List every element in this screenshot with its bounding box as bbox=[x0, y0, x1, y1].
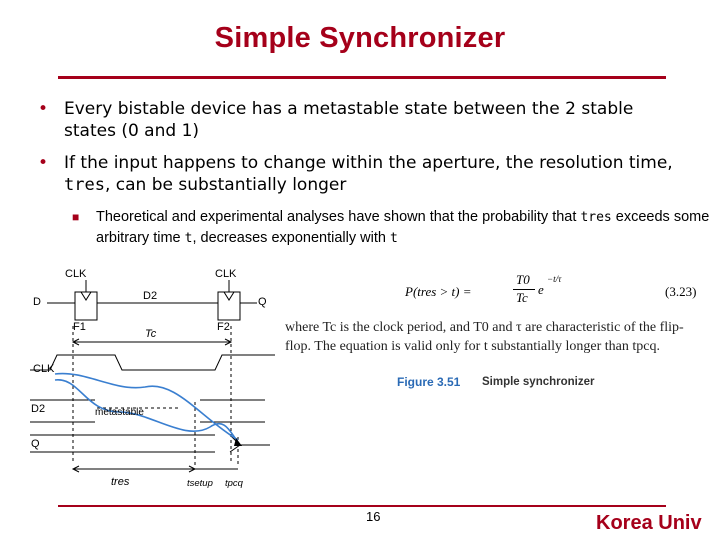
tc-label: Tc bbox=[145, 328, 157, 340]
d-label: D bbox=[33, 296, 41, 308]
paragraph-line-2: flop. The equation is valid only for t substantially longer than tpcq. bbox=[285, 339, 660, 354]
sub-code-tres: tres bbox=[580, 210, 612, 225]
d2-signal-label: D2 bbox=[31, 403, 46, 415]
bullet-text-pre: If the input happens to change within the aperture, the resolution time, bbox=[64, 153, 673, 173]
equation-paragraph bbox=[285, 318, 715, 356]
tsetup-label: tsetup bbox=[187, 478, 213, 489]
sub-bullet bbox=[70, 207, 716, 249]
timing-diagram bbox=[25, 262, 720, 497]
sub-code-t: t bbox=[184, 231, 193, 246]
figure-caption-number: Figure 3.51 bbox=[397, 375, 461, 389]
bullet-dot-icon: • bbox=[38, 153, 49, 173]
slide-title: Simple Synchronizer bbox=[214, 22, 506, 54]
sub-text-mid2: , decreases exponentially with bbox=[192, 230, 390, 246]
bullet-item-1 bbox=[38, 98, 678, 142]
figure-caption-text: Simple synchronizer bbox=[482, 376, 595, 388]
clk-label-2: CLK bbox=[215, 268, 237, 280]
brand-logo-text: Korea Univ bbox=[596, 512, 702, 534]
synchronizer-figure bbox=[25, 262, 720, 492]
bullet-list bbox=[38, 98, 678, 206]
tres-label: tres bbox=[111, 476, 130, 488]
sub-bullet-line1: Theoretical and experimental analyses have shown that the probability that bbox=[96, 209, 577, 225]
tpcq-label: tpcq bbox=[225, 478, 243, 489]
equation-number: (3.23) bbox=[665, 284, 697, 299]
sub-code-t2: t bbox=[389, 231, 398, 246]
q-signal-label: Q bbox=[31, 438, 40, 450]
equation-lhs: P(tres > t) = bbox=[405, 284, 472, 299]
clk-label-1: CLK bbox=[65, 268, 87, 280]
page-number: 16 bbox=[366, 509, 381, 524]
equation-exp-sup: −t/τ bbox=[547, 274, 562, 284]
metastable-label: metastable bbox=[95, 407, 144, 418]
title-underline bbox=[58, 76, 666, 79]
clk-signal-label: CLK bbox=[33, 363, 55, 375]
sub-text-mid: exceeds some arbitrary time bbox=[96, 209, 710, 246]
bullet-code-tres: tres bbox=[64, 175, 105, 195]
bullet-text-post: , can be substantially longer bbox=[104, 175, 347, 195]
f1-label: F1 bbox=[73, 321, 86, 333]
equation-denominator: Tc bbox=[516, 290, 528, 305]
bullet-text: Every bistable device has a metastable state between the 2 stable states (0 and 1) bbox=[64, 99, 634, 141]
paragraph-line-1: where Tc is the clock period, and T0 and τ are characteristic of the flip- bbox=[285, 320, 684, 335]
footer-rule bbox=[58, 505, 666, 507]
bullet-dot-icon: • bbox=[38, 99, 49, 119]
f2-label: F2 bbox=[217, 321, 230, 333]
square-bullet-icon: ■ bbox=[72, 210, 80, 224]
equation-numerator: T0 bbox=[516, 272, 530, 287]
bullet-item-2 bbox=[38, 152, 678, 196]
q-label: Q bbox=[258, 296, 267, 308]
equation-exp: e bbox=[538, 282, 544, 297]
d2-label: D2 bbox=[143, 290, 158, 302]
